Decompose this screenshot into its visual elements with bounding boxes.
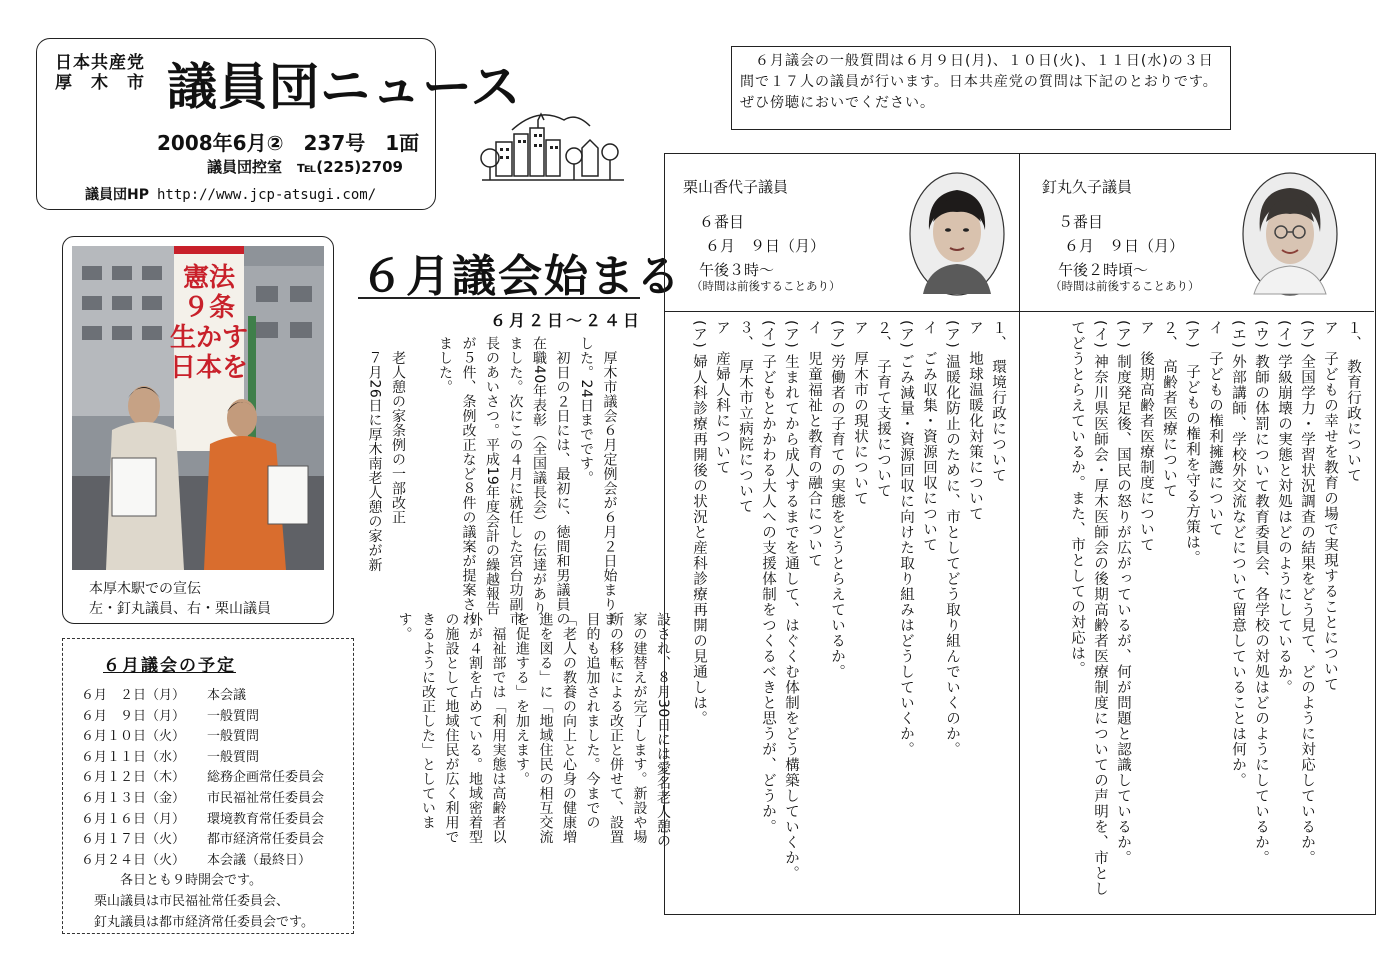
town-illustration-icon xyxy=(478,100,628,190)
office-phone: 議員団控室 ℡(225)2709 xyxy=(207,158,403,176)
kugimaru-column xyxy=(1020,154,1374,914)
kugimaru-name: 釘丸久子議員 xyxy=(1042,178,1133,196)
schedule-date: ６月１２日（木） xyxy=(81,770,186,786)
kuriyama-order: ６番目 xyxy=(699,213,745,231)
schedule-note-3: 釘丸議員は都市経済常任委員会です。 xyxy=(81,914,314,930)
schedule-title: ６月議会の予定 xyxy=(103,656,236,676)
text-line: イ 子どもの権利擁護について xyxy=(1207,320,1223,537)
schedule-event: 市民福祉常任委員会 xyxy=(207,790,325,806)
text-line: (ウ) 教師の体罰について教育委員会、各学校の対処はどのようにしているか。 xyxy=(1253,320,1269,866)
schedule-event: 一般質問 xyxy=(207,729,260,745)
schedule-note-1: 各日とも９時開会です。 xyxy=(81,873,262,889)
newsletter-title: 議員団ニュース xyxy=(167,58,522,116)
photo-caption xyxy=(89,579,271,619)
text-line: ア 後期高齢者医療制度について xyxy=(1138,320,1154,553)
article-headline: ６月議会始まる xyxy=(360,251,682,302)
schedule-date: ６月１１日（水） xyxy=(81,749,186,765)
schedule-date: ６月２４日（火） xyxy=(81,852,186,868)
schedule-row xyxy=(81,830,353,851)
schedule-row xyxy=(81,707,353,728)
schedule-event: 総務企画常任委員会 xyxy=(207,770,325,786)
article-body-part-2 xyxy=(392,612,674,852)
caption-line-1: 本厚木駅での宣伝 xyxy=(89,581,201,597)
schedule-event: 本会議（最終日） xyxy=(207,852,312,868)
schedule-row xyxy=(81,851,353,872)
schedule-date: ６月１７日（火） xyxy=(81,832,186,848)
schedule-row xyxy=(81,810,353,831)
svg-text:日本を: 日本を xyxy=(169,353,249,383)
questions-panel xyxy=(664,153,1376,915)
text-line: (イ) 子どもとかかわる大人への支援体制をつくるべきと思うが、どうか。 xyxy=(760,320,776,835)
question-notice: ６月議会の一般質問は６月９日(月)、１０日(火)、１１日(水)の３日間で１７人の議員が行います。日本共産党の質問は下記のとおりです。ぜひ傍聴においでください。 xyxy=(731,46,1231,130)
schedule-row xyxy=(81,789,353,810)
street-campaign-photo xyxy=(72,246,324,570)
text-line: 福祉部では「利用実態は高齢者以外が４割を占めている。地域密着型の施設として地域住民が広く利用できるように改正した」としています。 xyxy=(396,612,507,844)
party-name xyxy=(55,53,145,93)
kugimaru-header xyxy=(1020,154,1374,312)
text-line: ア 厚木市の現状について xyxy=(852,320,868,506)
text-line: イ 児童福祉と教育の融合について xyxy=(806,320,822,568)
schedule-event: 環境教育常任委員会 xyxy=(207,811,325,827)
text-line xyxy=(409,336,433,626)
kugimaru-order: ５番目 xyxy=(1058,213,1104,231)
schedule-event: 都市経済常任委員会 xyxy=(207,832,325,848)
text-line: (エ) 外部講師、学校外交流などについて留意していることは何か。 xyxy=(1230,320,1246,789)
text-line: 厚木市議会６月定例会が６月２日始まりました。24日までです。 xyxy=(578,336,618,626)
session-schedule xyxy=(62,638,354,934)
text-line: (ア) 生まれてから成人するまでを通して、はぐくむ体制をどう構築していくか。 xyxy=(783,320,799,882)
text-line: ２、 子育て支援について xyxy=(875,320,891,499)
svg-text:９条: ９条 xyxy=(182,293,236,323)
text-line: ２、 高齢者医療について xyxy=(1161,320,1177,499)
text-line: (ア) 全国学力・学習状況調査の結果をどう見て、どのように対応しているか。 xyxy=(1299,320,1315,866)
session-period: ６月２日～２４日 xyxy=(490,311,643,330)
issue-number: 2008年6月② 237号 1面 xyxy=(157,131,420,155)
article-body-part-1 xyxy=(362,336,621,626)
schedule-date: ６月 ９日（月） xyxy=(81,708,186,724)
kuriyama-header xyxy=(665,154,1019,312)
text-line: 初日の２日には、最初に、徳間和男議員の在職40年表彰（全国議長会）の伝達がありました。次にこの４月に就任した宮台功副市長のあいさつ。平成19年度会計の繰越報告が５件、条例改正など８件の議案が提案されました。 xyxy=(437,336,571,626)
text-line: イ ごみ収集・資源回収について xyxy=(921,320,937,553)
text-line: ア 産婦人科について xyxy=(714,320,730,475)
schedule-row xyxy=(81,686,353,707)
party-line-2: 厚 木 市 xyxy=(55,73,145,93)
text-line: ３、 厚木市立病院について xyxy=(737,320,753,515)
schedule-date: ６月１３日（金） xyxy=(81,790,186,806)
party-line-1: 日本共産党 xyxy=(55,53,145,73)
kugimaru-date: ６月 ９日（月） xyxy=(1064,237,1185,255)
kuriyama-time: 午後３時～ xyxy=(699,261,775,279)
text-line: (ア) 温暖化防止のために、市としてどう取り組んでいくのか。 xyxy=(944,320,960,758)
schedule-event: 一般質問 xyxy=(207,708,260,724)
text-line: (イ) 学級崩壊の実態と対処はどのようにしているか。 xyxy=(1276,320,1292,696)
schedule-date: ６月 ２日（月） xyxy=(81,688,186,703)
text-line: １、 教育行政について xyxy=(1345,320,1361,484)
kugimaru-time: 午後２時頃～ xyxy=(1058,261,1149,279)
homepage-line xyxy=(85,184,376,204)
schedule-event: 本会議 xyxy=(207,688,247,703)
schedule-date: ６月１０日（火） xyxy=(81,729,186,745)
text-line: 老人憩の家条例の一部改正 xyxy=(390,336,406,525)
kuriyama-date: ６月 ９日（月） xyxy=(705,237,826,255)
photo-frame xyxy=(62,236,334,624)
svg-text:生かす: 生かす xyxy=(169,323,249,353)
text-line: ア 地球温暖化対策について xyxy=(967,320,983,522)
kugimaru-portrait xyxy=(1242,172,1338,296)
masthead xyxy=(36,38,522,210)
kuriyama-schedule xyxy=(699,210,825,282)
text-line: (ア) ごみ減量・資源回収に向けた取り組みはどうしていくか。 xyxy=(898,320,914,758)
text-line: 設され、８月30日には愛名老人憩の家の建替えが完了します。新設や場所の移転による改正と併せて、設置目的も追加されました。今までの「老人の教養の向上と心身の健康増進を図る」に「地域住民の相互交流を促進する」を加えます。 xyxy=(514,612,671,849)
schedule-row xyxy=(81,748,353,769)
schedule-note-2: 栗山議員は市民福祉常任委員会、 xyxy=(81,893,290,909)
kuriyama-column xyxy=(665,154,1020,914)
kuriyama-time-note: （時間は前後することあり） xyxy=(691,279,841,293)
kugimaru-time-note: （時間は前後することあり） xyxy=(1050,279,1200,293)
kugimaru-questions xyxy=(687,320,1009,910)
schedule-event: 一般質問 xyxy=(207,749,260,765)
text-line: ７月26日に厚木南老人憩の家が新 xyxy=(366,336,383,573)
caption-line-2: 左・釘丸議員、右・栗山議員 xyxy=(89,601,271,617)
text-line: (ア) 労働者の子育ての実態をどうとらえているか。 xyxy=(829,320,845,680)
text-line: (ア) 婦人科診療再開後の状況と産科診療再開の見通しは。 xyxy=(691,320,707,727)
schedule-row xyxy=(81,768,353,789)
schedule-row xyxy=(81,727,353,748)
kugimaru-schedule xyxy=(1058,210,1184,282)
kuriyama-portrait xyxy=(909,172,1005,296)
text-line: (イ) 神奈川県医師会・厚木医師会の後期高齢者医療制度についての声明を、市としてどうとらえているか。また、市としての対応は。 xyxy=(1069,320,1108,897)
text-line: (ア) 制度発足後、国民の怒りが広がっているが、何が問題と認識しているか。 xyxy=(1115,320,1131,866)
homepage-label: 議員団HP xyxy=(85,187,149,203)
schedule-date: ６月１６日（月） xyxy=(81,811,186,827)
text-line: ア 子どもの幸せを教育の場で実現することについて xyxy=(1322,320,1338,692)
headline-divider xyxy=(358,297,640,299)
text-line: １、 環境行政について xyxy=(990,320,1006,484)
text-line: (ア) 子どもの権利を守る方策は。 xyxy=(1184,320,1200,566)
svg-text:憲法: 憲法 xyxy=(182,263,236,293)
homepage-url[interactable]: http://www.jcp-atsugi.com/ xyxy=(156,187,377,203)
kuriyama-questions xyxy=(1065,320,1364,910)
kuriyama-name: 栗山香代子議員 xyxy=(683,178,789,196)
